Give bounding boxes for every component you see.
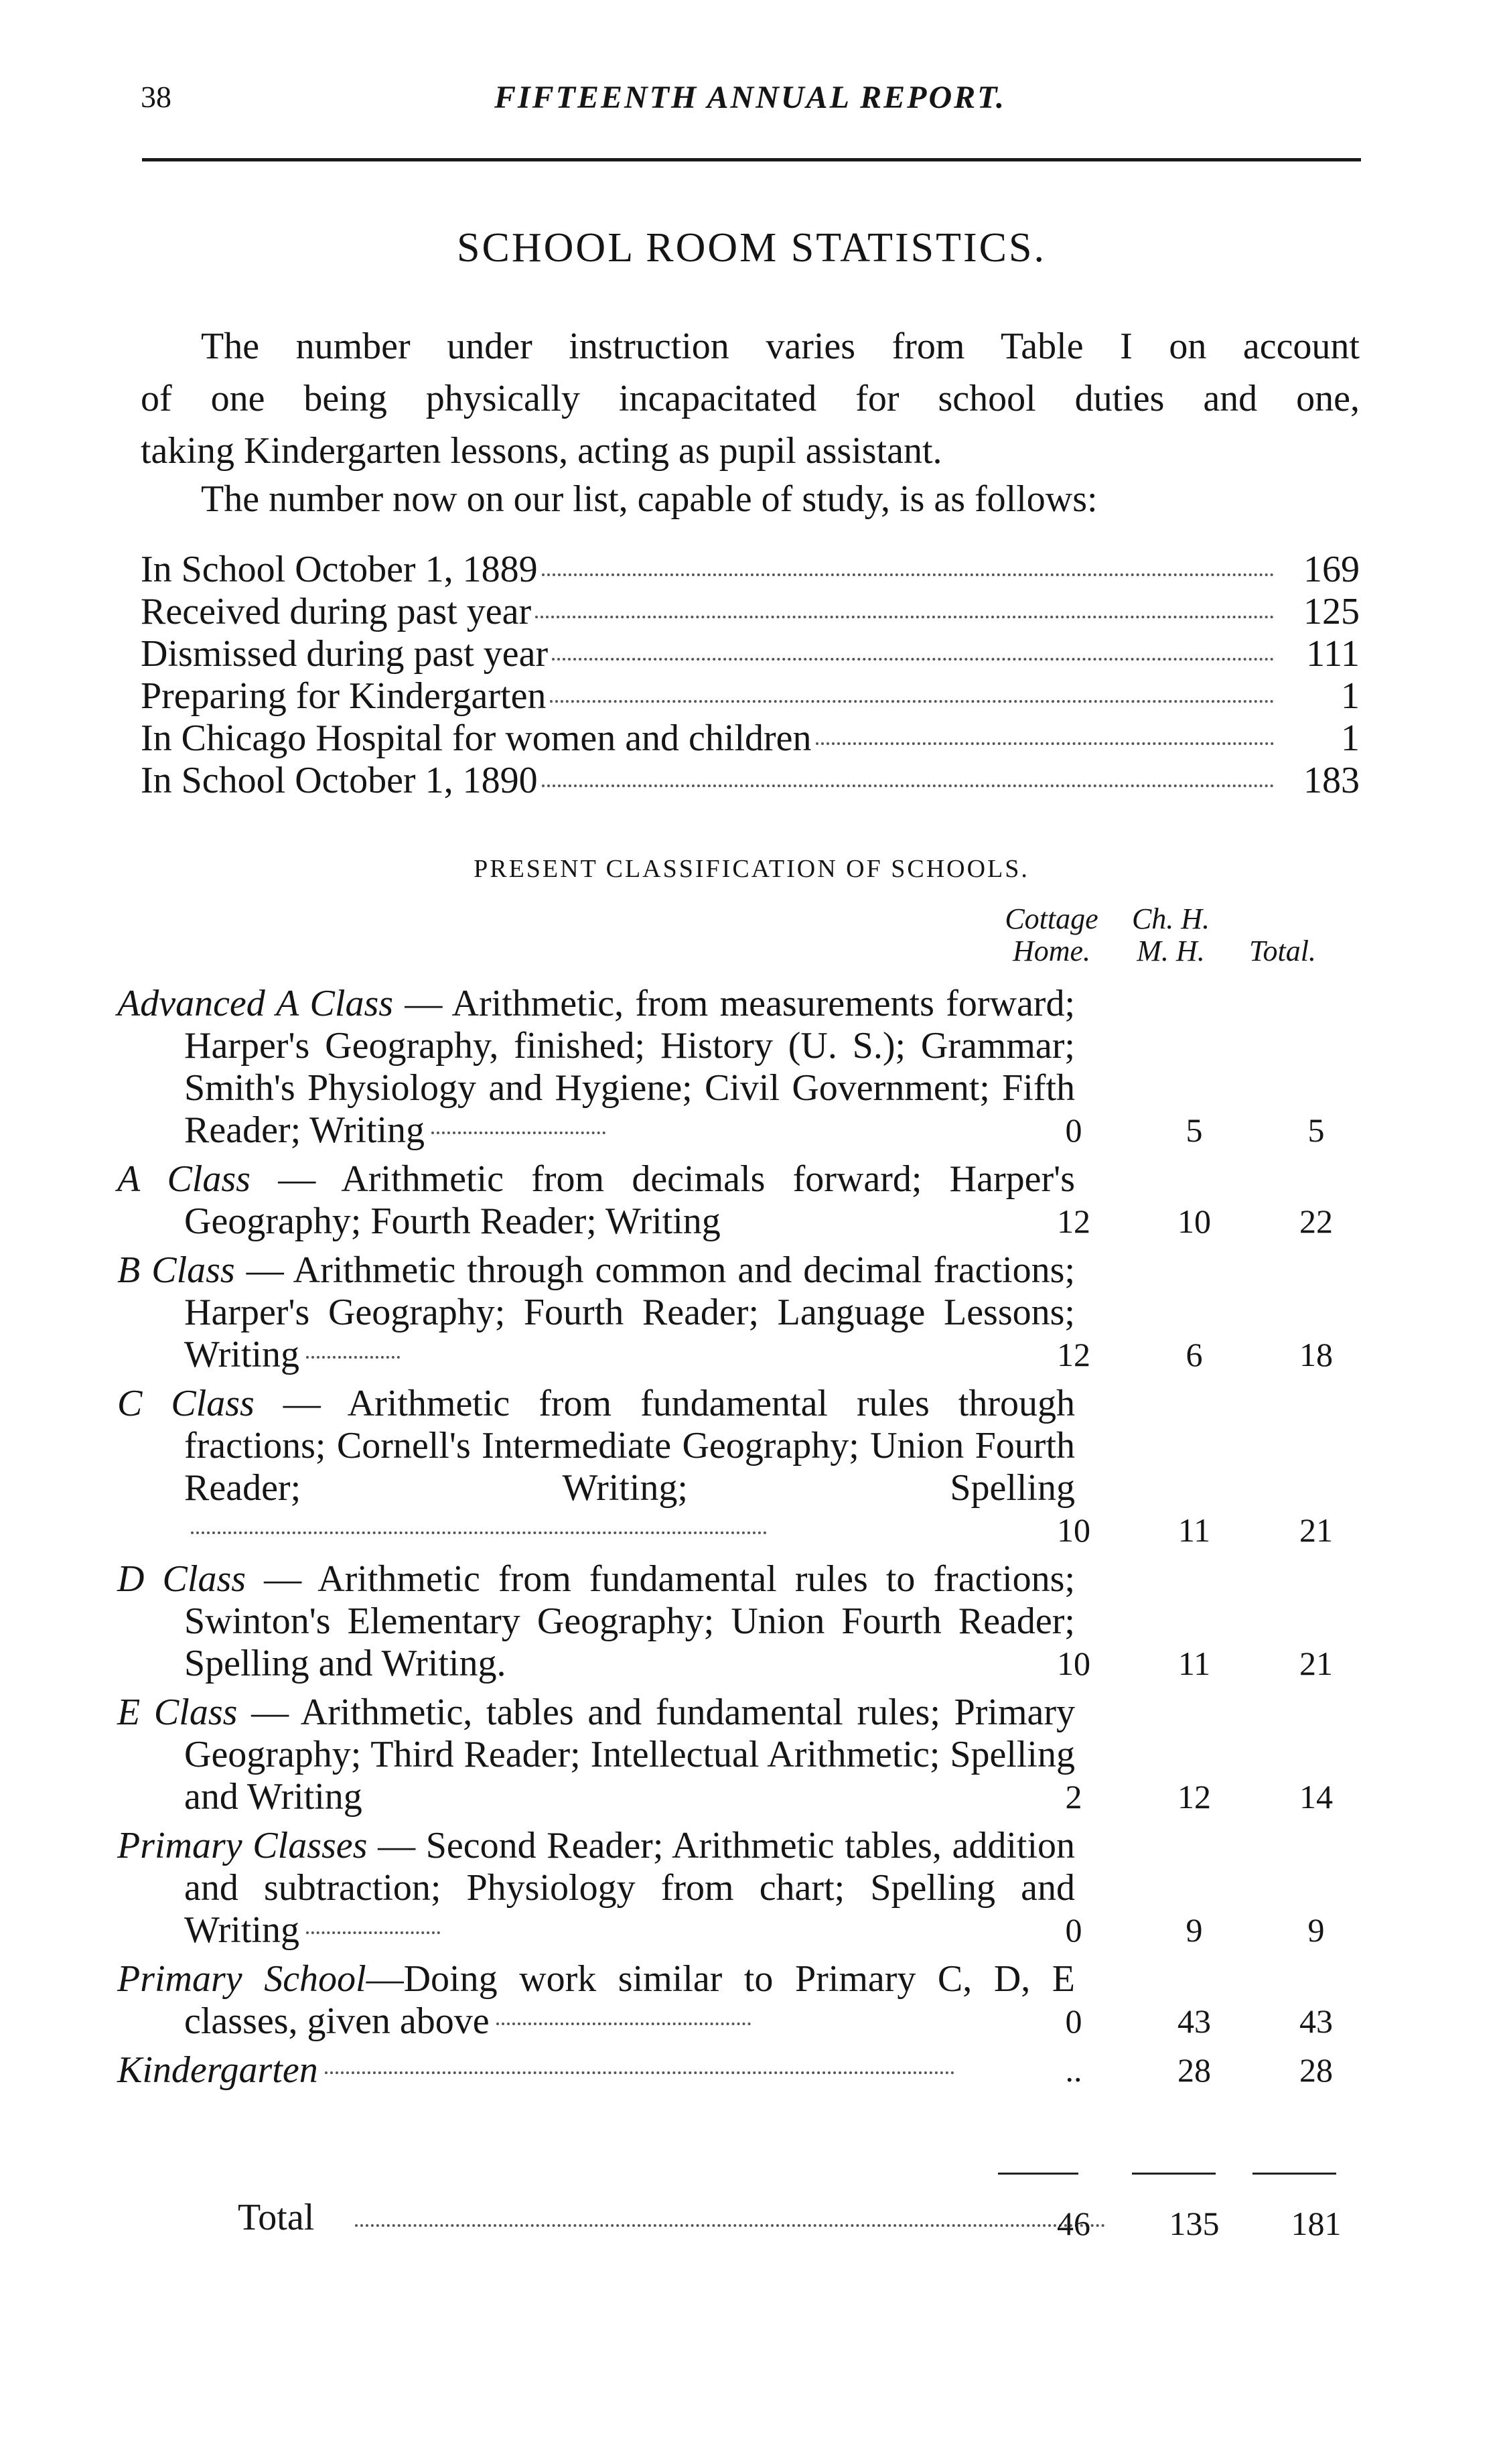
total-count: 18 (1299, 1336, 1333, 1373)
stat-row (141, 717, 1360, 759)
stat-label: In Chicago Hospital for women and children (141, 717, 812, 759)
dot-leader (542, 784, 1274, 787)
total-count: 21 (1299, 1645, 1333, 1682)
stat-row (141, 632, 1360, 675)
column-header-cottage-home (985, 903, 1119, 967)
chmh-count: 11 (1177, 1645, 1211, 1682)
sum-rule (1132, 2173, 1216, 2175)
class-text: — Arithmetic, tables and fundamental rules; Primary Geography; Third Reader; Intellectual Arithmetic; Spelling and Writing (184, 1692, 1075, 1818)
sum-rule (1252, 2173, 1336, 2175)
intro-line: of one being physically incapacitated for school duties and one, (141, 378, 1360, 419)
cottage-count: 0 (1065, 1111, 1082, 1149)
total-cottage: 46 (1057, 2205, 1090, 2242)
total-count: 9 (1307, 1911, 1325, 1949)
class-text: — Arithmetic from fundamental rules to fractions; Swinton's Elementary Geography; Union Fourth Reader; Spelling and Writing. (184, 1558, 1076, 1684)
dot-leader (535, 616, 1274, 618)
class-row (117, 1383, 1376, 1552)
class-row (117, 2049, 1376, 2092)
stat-label: Received during past year (141, 591, 532, 632)
total-count: 43 (1299, 2002, 1333, 2040)
class-row (117, 1158, 1376, 1243)
chmh-count: 28 (1177, 2051, 1211, 2089)
class-description (117, 2049, 1075, 2092)
running-head (141, 79, 1360, 133)
dot-leader (306, 1931, 440, 1934)
stat-value: 125 (1303, 591, 1360, 632)
class-text: — Arithmetic, from measurements forward; Harper's Geography, finished; History (U. S.); Grammar; Smith's Physiology and Hygiene; Civil Government; Fifth Reader; Writing (184, 983, 1076, 1151)
stat-label: In School October 1, 1889 (141, 549, 538, 590)
cottage-count: 10 (1057, 1511, 1090, 1549)
total-count: 14 (1299, 1778, 1333, 1816)
dot-leader (550, 700, 1274, 703)
stat-row (141, 548, 1360, 590)
class-name: Primary Classes (117, 1825, 368, 1866)
class-name: E Class (117, 1692, 238, 1733)
class-row (117, 1692, 1376, 1818)
total-count: 22 (1299, 1203, 1333, 1240)
column-header-line: Cottage (1005, 902, 1098, 935)
column-header-total (1229, 935, 1336, 967)
intro-line: The number under instruction varies from Table I on account (201, 326, 1360, 367)
cottage-count: 12 (1057, 1203, 1090, 1240)
dot-leader (542, 573, 1274, 576)
cottage-count: 2 (1065, 1778, 1082, 1816)
header-rule (142, 158, 1361, 161)
stat-value: 169 (1303, 549, 1360, 590)
stat-row (141, 590, 1360, 632)
dot-leader (431, 1132, 605, 1134)
class-row (117, 1825, 1376, 1952)
class-text: — Arithmetic through common and decimal fractions; Harper's Geography; Fourth Reader; Language Lessons; Writing (184, 1249, 1076, 1375)
class-name: A Class (117, 1158, 250, 1200)
sum-rule (998, 2173, 1078, 2175)
total-label: Total (238, 2197, 315, 2238)
stat-value: 1 (1341, 717, 1360, 759)
class-description (117, 1692, 1075, 1818)
stat-value: 111 (1306, 633, 1360, 675)
column-header-line: M. H. (1137, 935, 1205, 967)
column-header-line: Home. (1012, 935, 1091, 967)
stat-row (141, 675, 1360, 717)
running-title: FIFTEENTH ANNUAL REPORT. (494, 80, 1007, 115)
classification-table (117, 983, 1376, 2098)
chmh-count: 5 (1186, 1111, 1203, 1149)
class-text: — Arithmetic from decimals forward; Harper's Geography; Fourth Reader; Writing (184, 1158, 1075, 1242)
class-row (117, 1558, 1376, 1685)
chmh-count: 43 (1177, 2002, 1211, 2040)
cottage-count: 0 (1065, 1911, 1082, 1949)
class-description (117, 1158, 1075, 1243)
class-description (117, 1383, 1075, 1552)
intro-paragraph-1 (141, 320, 1360, 477)
class-description (117, 1958, 1075, 2043)
page-title: SCHOOL ROOM STATISTICS. (457, 225, 1046, 271)
class-text: — Arithmetic from fundamental rules through fractions; Cornell's Intermediate Geography; Union Fourth Reader; Writing; Spelling (184, 1383, 1075, 1509)
stat-value: 183 (1303, 760, 1360, 801)
dot-leader (496, 2023, 751, 2025)
page-number: 38 (141, 80, 171, 114)
class-description (117, 1558, 1075, 1685)
classification-title: PRESENT CLASSIFICATION OF SCHOOLS. (474, 855, 1029, 883)
intro-line: The number now on our list, capable of study, is as follows: (201, 478, 1098, 520)
column-header-line: Total. (1249, 935, 1316, 967)
dot-leader (355, 2224, 1105, 2227)
dot-leader (325, 2071, 954, 2074)
dot-leader (191, 1531, 767, 1534)
stat-row (141, 759, 1360, 801)
class-row (117, 1958, 1376, 2043)
chmh-count: 12 (1177, 1778, 1211, 1816)
intro-line: taking Kindergarten lessons, acting as pupil assistant. (141, 430, 942, 472)
cottage-count: 12 (1057, 1336, 1090, 1373)
class-description (117, 983, 1075, 1152)
stat-value: 1 (1341, 675, 1360, 717)
total-chmh: 135 (1169, 2205, 1220, 2242)
class-text: — Second Reader; Arithmetic tables, addition and subtraction; Physiology from chart; Spelling and Writing (184, 1825, 1076, 1951)
column-header-ch-mh (1117, 903, 1224, 967)
class-description (117, 1825, 1075, 1952)
chmh-count: 10 (1177, 1203, 1211, 1240)
cottage-count: 10 (1057, 1645, 1090, 1682)
dot-leader (552, 658, 1274, 661)
class-description (117, 1249, 1075, 1376)
column-header-line: Ch. H. (1131, 902, 1210, 935)
total-total: 181 (1291, 2205, 1342, 2242)
total-count: 21 (1299, 1511, 1333, 1549)
chmh-count: 6 (1186, 1336, 1203, 1373)
stat-label: Preparing for Kindergarten (141, 675, 547, 717)
stat-label: In School October 1, 1890 (141, 760, 538, 801)
class-name: Primary School (117, 1958, 366, 2000)
class-text: —Doing work similar to Primary C, D, E classes, given above (184, 1958, 1076, 2042)
total-count: 28 (1299, 2051, 1333, 2089)
class-name: B Class (117, 1249, 235, 1291)
class-name: C Class (117, 1383, 255, 1424)
intro-paragraph-2 (141, 473, 1360, 525)
dot-leader (816, 742, 1274, 745)
class-name: Advanced A Class (117, 983, 394, 1024)
total-row (117, 2196, 1376, 2243)
cottage-count: 0 (1065, 2002, 1082, 2040)
dot-leader (306, 1356, 400, 1359)
class-row (117, 983, 1376, 1152)
chmh-count: 11 (1177, 1511, 1211, 1549)
class-row (117, 1249, 1376, 1376)
cottage-count: .. (1065, 2051, 1082, 2089)
class-name: Kindergarten (117, 2049, 318, 2091)
stat-label: Dismissed during past year (141, 633, 549, 675)
total-count: 5 (1307, 1111, 1325, 1149)
chmh-count: 9 (1186, 1911, 1203, 1949)
enrollment-stats (141, 548, 1360, 801)
class-name: D Class (117, 1558, 246, 1600)
